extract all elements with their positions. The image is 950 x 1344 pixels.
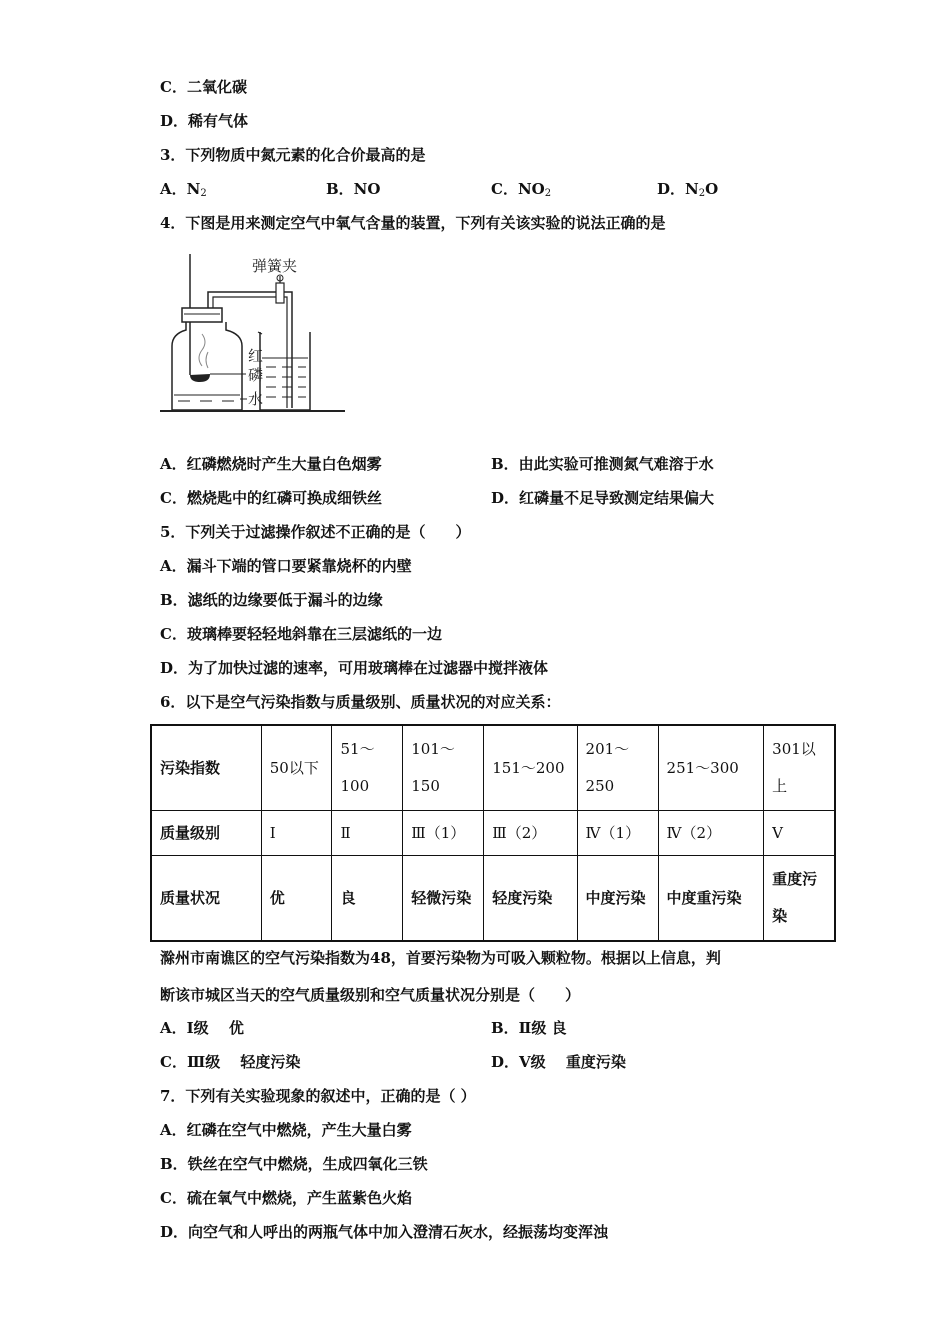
phosphorus-label-2: 磷	[248, 366, 264, 384]
table-cell: 151～200	[484, 725, 577, 811]
table-cell: 101～150	[403, 725, 484, 811]
table-row-index	[151, 725, 835, 811]
spring-clamp	[276, 283, 284, 303]
q4-stem: 4．下图是用来测定空气中氧气含量的装置，下列有关该实验的说法正确的是	[160, 214, 666, 232]
q6-paragraph-1: 滁州市南谯区的空气污染指数为48，首要污染物为可吸入颗粒物。根据以上信息，判	[160, 949, 721, 967]
row-label: 质量级别	[151, 811, 261, 856]
table-cell: 良	[332, 856, 403, 942]
q4-option-a: A．红磷燃烧时产生大量白色烟雾	[160, 455, 382, 473]
q7-stem: 7．下列有关实验现象的叙述中，正确的是（ ）	[160, 1087, 476, 1105]
table-cell: 中度重污染	[658, 856, 764, 942]
q6-option-a: A．Ⅰ级 优	[160, 1019, 244, 1037]
table-cell: 重度污染	[764, 856, 835, 942]
phosphorus-label-1: 红	[248, 347, 264, 365]
table-cell: Ⅲ（2）	[484, 811, 577, 856]
row-label: 质量状况	[151, 856, 261, 942]
table-cell: Ⅱ	[332, 811, 403, 856]
water-label: 水	[248, 390, 264, 408]
table-cell: Ⅳ（2）	[658, 811, 764, 856]
smoke	[199, 334, 205, 366]
q5-stem: 5．下列关于过滤操作叙述不正确的是（ ）	[160, 523, 471, 541]
q4-option-b: B．由此实验可推测氮气难溶于水	[491, 455, 714, 473]
q6-paragraph-2: 断该市城区当天的空气质量级别和空气质量状况分别是（ ）	[160, 986, 581, 1004]
q3-stem: 3．下列物质中氮元素的化合价最高的是	[160, 146, 426, 164]
table-cell: 轻微污染	[403, 856, 484, 942]
table-cell: 201～250	[577, 725, 658, 811]
q6-option-d: D．Ⅴ级 重度污染	[491, 1053, 626, 1071]
q7-option-a: A．红磷在空气中燃烧，产生大量白雾	[160, 1121, 412, 1139]
q2-option-d: D．稀有气体	[160, 112, 249, 130]
table-cell: 轻度污染	[484, 856, 577, 942]
q5-option-d: D．为了加快过滤的速率，可用玻璃棒在过滤器中搅拌液体	[160, 659, 549, 677]
table-cell: Ⅴ	[764, 811, 835, 856]
table-cell: 中度污染	[577, 856, 658, 942]
q6-stem: 6．以下是空气污染指数与质量级别、质量状况的对应关系：	[160, 693, 561, 711]
q7-option-b: B．铁丝在空气中燃烧，生成四氧化三铁	[160, 1155, 428, 1173]
table-row-level	[151, 811, 835, 856]
q5-option-c: C．玻璃棒要轻轻地斜靠在三层滤纸的一边	[160, 625, 442, 643]
table-cell: 优	[261, 856, 332, 942]
q3-option-a: A．$N_2$	[160, 180, 207, 199]
bottle-stopper	[182, 308, 222, 322]
q6-option-b: B．Ⅱ级 良	[491, 1019, 567, 1037]
table-cell: Ⅳ（1）	[577, 811, 658, 856]
q3-option-d: D．$N_2O$	[657, 180, 719, 199]
q3-option-c: C．$NO_2$	[491, 180, 552, 199]
q7-option-d: D．向空气和人呼出的两瓶气体中加入澄清石灰水，经振荡均变浑浊	[160, 1223, 609, 1241]
row-label: 污染指数	[151, 725, 261, 811]
table-row-status	[151, 856, 835, 942]
burning-spoon	[190, 374, 210, 382]
q5-option-b: B．滤纸的边缘要低于漏斗的边缘	[160, 591, 383, 609]
q6-option-c: C．Ⅲ级 轻度污染	[160, 1053, 301, 1071]
q7-option-c: C．硫在氧气中燃烧，产生蓝紫色火焰	[160, 1189, 412, 1207]
q5-option-a: A．漏斗下端的管口要紧靠烧杯的内壁	[160, 557, 412, 575]
q4-option-c: C．燃烧匙中的红磷可换成细铁丝	[160, 489, 382, 507]
q4-option-d: D．红磷量不足导致测定结果偏大	[491, 489, 715, 507]
aqi-table	[150, 724, 836, 942]
clamp-label: 弹簧夹	[252, 257, 298, 275]
q3-option-b: B．NO	[326, 180, 381, 198]
oxygen-measurement-apparatus	[160, 250, 360, 420]
table-cell: 301以上	[764, 725, 835, 811]
table-cell: 51～100	[332, 725, 403, 811]
beaker	[260, 332, 310, 410]
q2-option-c: C．二氧化碳	[160, 78, 247, 96]
table-cell: 251～300	[658, 725, 764, 811]
table-cell: 50以下	[261, 725, 332, 811]
table-cell: Ⅲ（1）	[403, 811, 484, 856]
table-cell: Ⅰ	[261, 811, 332, 856]
